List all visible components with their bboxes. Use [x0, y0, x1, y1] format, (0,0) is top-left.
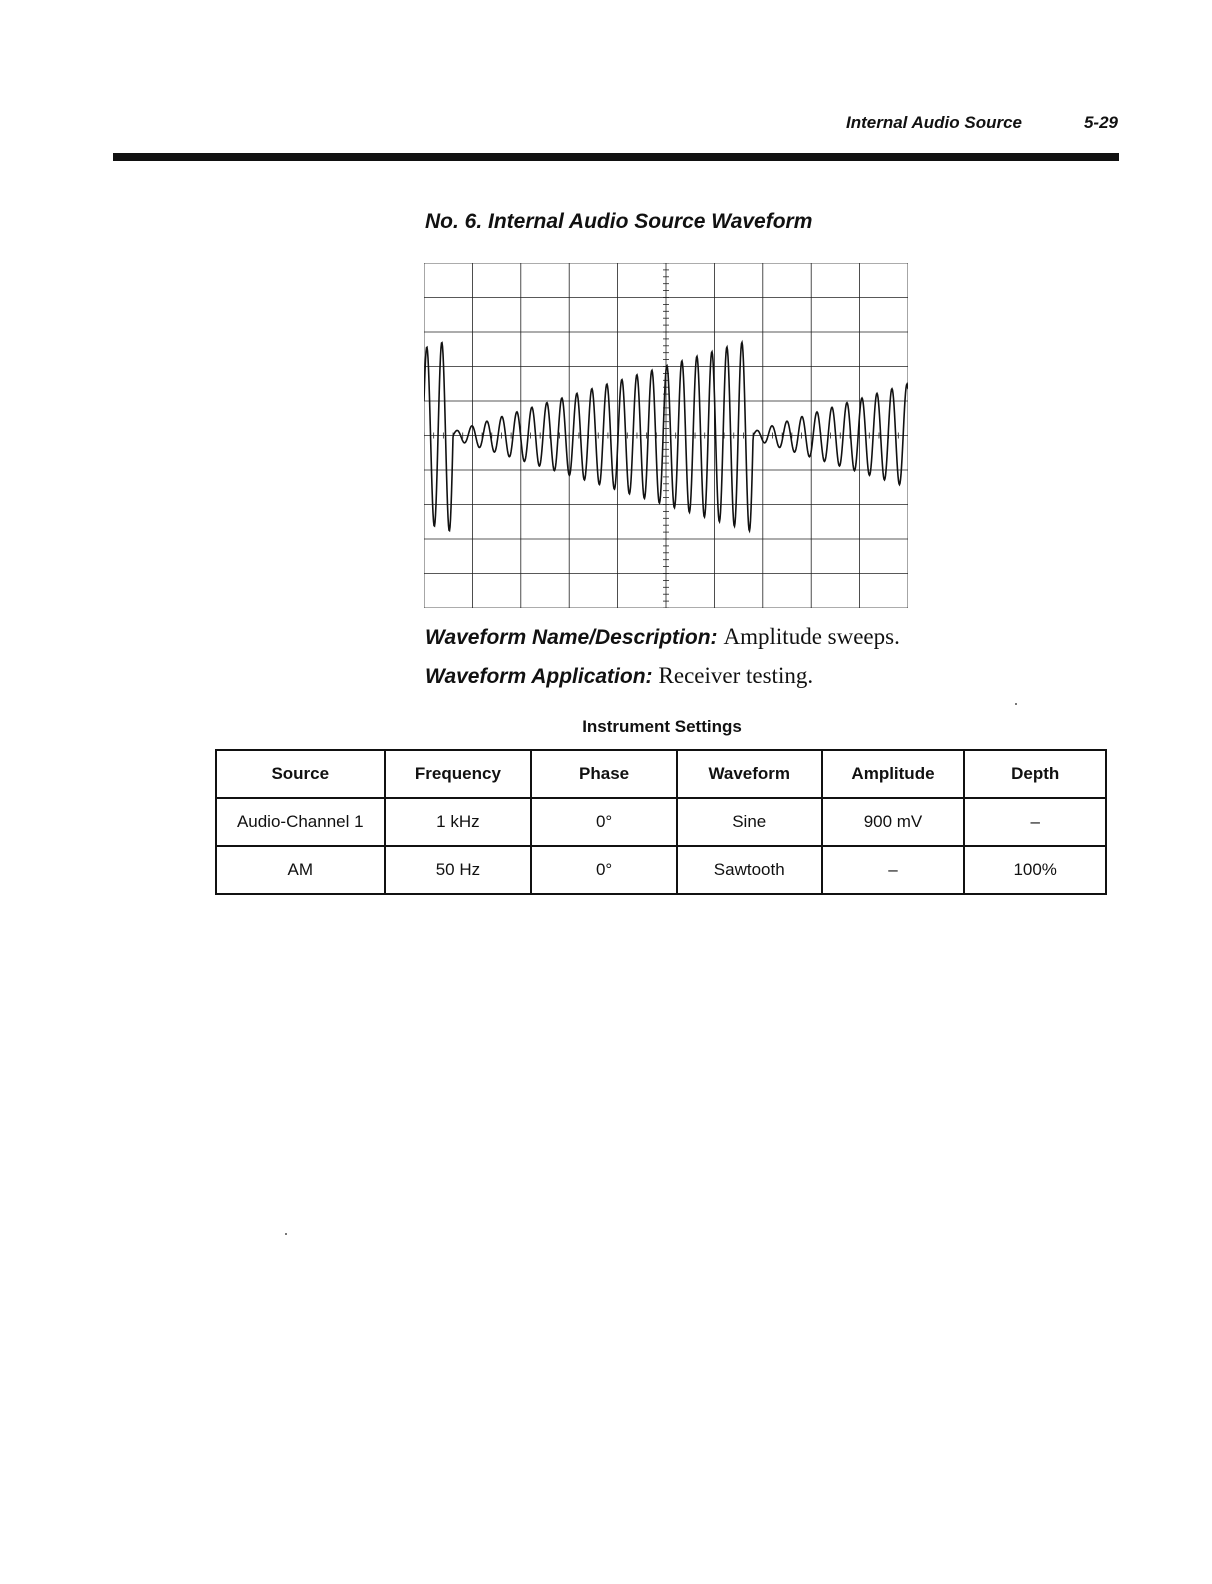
section-title: Internal Audio Source	[845, 113, 1022, 132]
table-cell: –	[822, 846, 965, 894]
scan-speck	[1015, 703, 1017, 705]
running-head	[0, 113, 1118, 137]
header-waveform: Waveform	[677, 750, 822, 798]
oscilloscope-plot	[424, 263, 908, 608]
waveform-name-label: Waveform Name/Description:	[425, 626, 718, 649]
waveform-name-line	[425, 624, 900, 650]
figure-title: No. 6. Internal Audio Source Waveform	[425, 210, 813, 233]
table-cell: AM	[216, 846, 385, 894]
page-number: 5-29	[1083, 113, 1118, 132]
waveform-application-line	[425, 663, 813, 689]
header-phase: Phase	[531, 750, 677, 798]
waveform-application-label: Waveform Application:	[425, 665, 653, 688]
table-cell: Sawtooth	[677, 846, 822, 894]
table-cell: –	[964, 798, 1106, 846]
header-frequency: Frequency	[385, 750, 532, 798]
table-cell: Sine	[677, 798, 822, 846]
header-source: Source	[216, 750, 385, 798]
header-depth: Depth	[964, 750, 1106, 798]
table-cell: 900 mV	[822, 798, 965, 846]
table-cell: Audio-Channel 1	[216, 798, 385, 846]
instrument-settings-table	[215, 749, 1107, 895]
scan-speck	[285, 1233, 287, 1235]
table-cell: 0°	[531, 798, 677, 846]
table-cell: 0°	[531, 846, 677, 894]
header-amplitude: Amplitude	[822, 750, 965, 798]
table-cell: 100%	[964, 846, 1106, 894]
table-cell: 1 kHz	[385, 798, 532, 846]
table-caption: Instrument Settings	[582, 717, 742, 736]
table-row	[216, 798, 1106, 846]
header-rule	[113, 153, 1119, 161]
table-cell: 50 Hz	[385, 846, 532, 894]
table-row	[216, 846, 1106, 894]
waveform-application-value: Receiver testing.	[658, 663, 814, 688]
waveform-name-value: Amplitude sweeps.	[723, 624, 900, 649]
table-header-row	[216, 750, 1106, 798]
